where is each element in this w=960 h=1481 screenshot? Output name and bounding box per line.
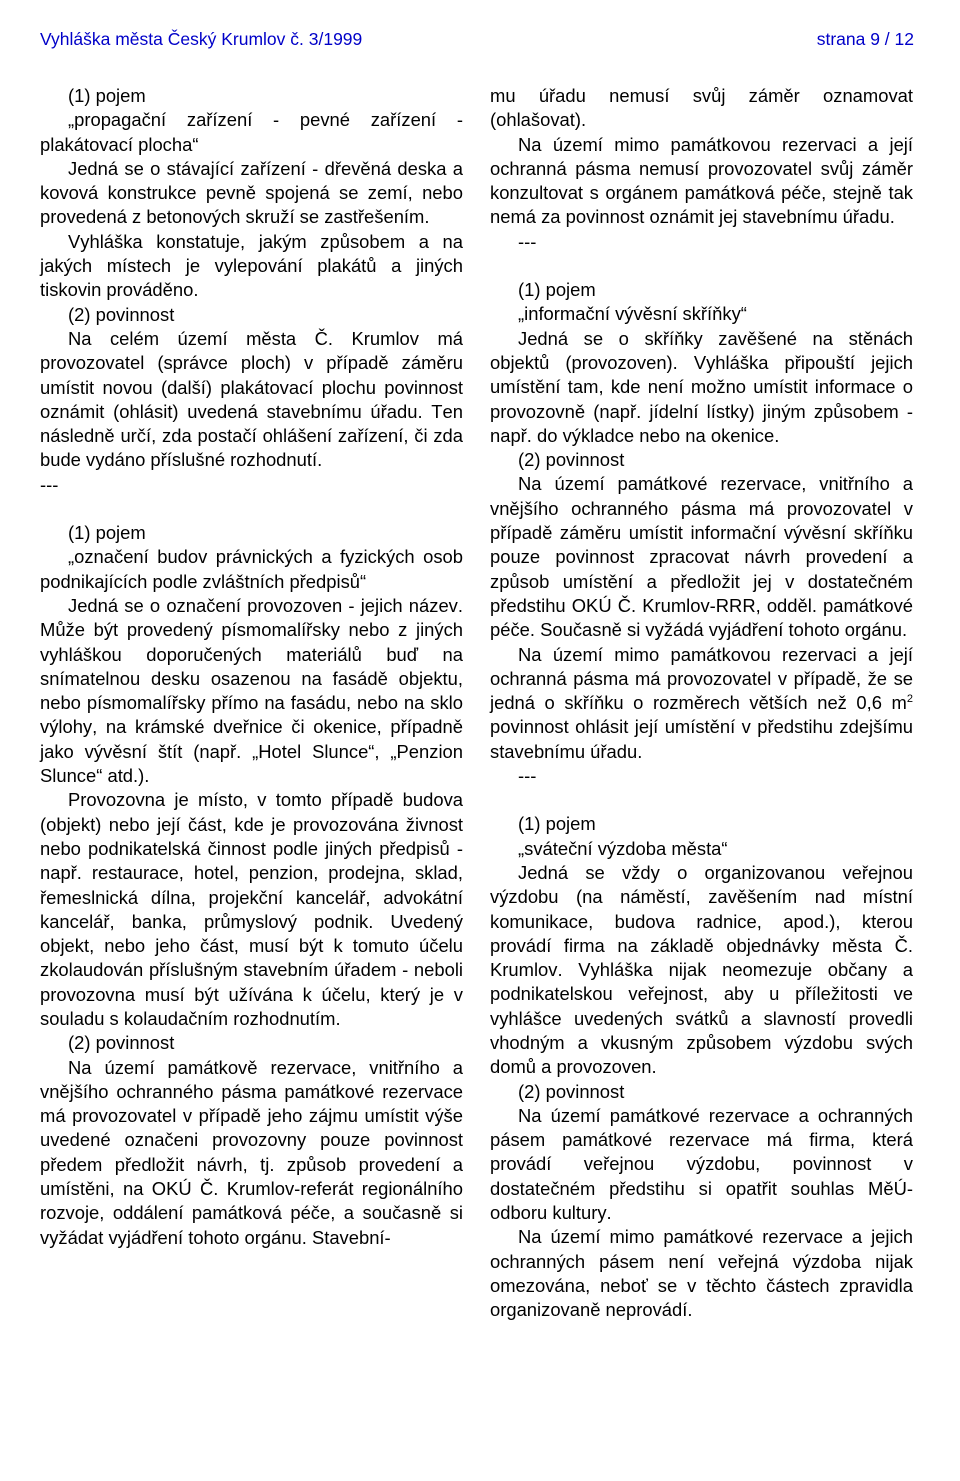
term-title: „sváteční výzdoba města“ — [518, 837, 728, 859]
paragraph: Na území mimo památkové rezervace a jejich ochranných pásem není veřejná výzdoba nijak omezována, neboť se v těchto částech zpravidla organizovaně neprovádí. — [490, 1226, 913, 1321]
paragraph: Na území památkové rezervace, vnitřního a vnějšího ochranného pásma má provozovatel v případě záměru umístit informační vývěsní skříňku pouze povinnost zpracovat návrh provedení a způsob umístění a předložit jej v dostatečném předstihu OKÚ Č. Krumlov-RRR, odděl. památkové péče. Současně si vyžádá vyjádření tohoto orgánu. — [490, 473, 913, 641]
paragraph: Na území památkově rezervace, vnitřního a vnějšího ochranného pásma památkové rezervace má provozovatel v případě jeho zájmu umístit výše uvedené označeni provozovny pouze povinnost předem předložit návrh, tj. způsob provedení a umístěni, na OKÚ Č. Krumlov-referát regionálního rozvoje, oddálení památková péče, a současně si vyžádat vyjádření tohoto orgánu. Stavební- — [40, 1056, 463, 1248]
page-number: strana 9 / 12 — [816, 29, 914, 49]
paragraph: Provozovna je místo, v tomto případě budova (objekt) nebo její část, kde je provozována živnost nebo podnikatelská činnost podle jiných předpisů - např. restaurace, hotel, penzion, prodejna, sklad, řemeslnická dílna, projekční kancelář, advokátní kancelář, banka, průmyslový podnik. Uvedený objekt, nebo jeho část, musí být k tomuto účelu zkolaudován příslušným stavebním úřadem - neboli provozovna musí být užívána k účelu, který je v souladu s kolaudačním rozhodnutím. — [40, 789, 463, 1029]
section-separator: --- — [518, 230, 537, 252]
term-heading: (1) pojem — [518, 279, 596, 301]
section-separator: --- — [40, 473, 59, 495]
paragraph: mu úřadu nemusí svůj záměr oznamovat (ohlašovat). — [490, 85, 913, 131]
document-title: Vyhláška města Český Krumlov č. 3/1999 — [40, 29, 363, 49]
paragraph: Na území mimo památkovou rezervaci a její ochranná pásma nemusí provozovatel svůj záměr konzultovat s orgánem památková péče, stejně tak nemá za povinnost oznámit jej stavebnímu úřadu. — [490, 133, 913, 228]
term-heading: (1) pojem — [518, 813, 596, 835]
term-heading: (1) pojem — [68, 85, 146, 106]
right-column — [490, 84, 913, 1323]
duty-heading: (2) povinnost — [518, 449, 625, 471]
paragraph: Jedná se o skříňky zavěšené na stěnách objektů (provozoven). Vyhláška připouští jejich umístění tam, kde není možno umístit informace o provozovně (např. jídelní lístky) jiným způsobem - např. do výkladce nebo na okenice. — [490, 327, 913, 446]
term-title: „označení budov právnických a fyzických osob podnikajících podle zvláštních předpisů“ — [40, 546, 463, 592]
paragraph-text: povinnost ohlásit její umístění v předstihu zdejšímu stavebnímu úřadu. — [490, 716, 913, 762]
paragraph: Vyhláška konstatuje, jakým způsobem a na jakých místech je vylepování plakátů a jiných tiskovin prováděno. — [40, 230, 463, 301]
paragraph: Jedná se o označení provozoven - jejich název. Může být provedený písmomalířsky nebo z jiných vyhláškou doporučených materiálů buď na snímatelnou desku osazenou na fasádě objektu, nebo písmomalířsky přímo na fasádu, nebo na sklo výlohy, na krámské dveřnice či okenice, případně jako vývěsní štít (např. „Hotel Slunce“, „Penzion Slunce“ atd.). — [40, 594, 463, 787]
paragraph: Jedná se o stávající zařízení - dřevěná deska a kovová konstrukce pevně spojená se zemí, nebo provedená z betonových skruží se zastřešením. — [40, 157, 463, 228]
term-title: „informační vývěsní skříňky“ — [518, 303, 747, 325]
duty-heading: (2) povinnost — [68, 303, 175, 325]
left-column — [40, 84, 463, 1250]
paragraph: Na celém území města Č. Krumlov má provozovatel (správce ploch) v případě záměru umístit novou (další) plakátovací plochu povinnost oznámit (ohlásit) uvedená stavebnímu úřadu. Ten následně určí, zda postačí ohlášení zařízení, či zda bude vydáno příslušné rozhodnutí. — [40, 327, 463, 471]
paragraph — [490, 643, 913, 764]
paragraph-text: Na území mimo památkovou rezervaci a její ochranná pásma má provozovatel v případě, že se jedná o skříňku o rozměrech větších než 0,6 m — [490, 643, 913, 714]
paragraph: Na území památkové rezervace a ochranných pásem památkové rezervace má firma, která provádí veřejnou výzdobu, povinnost v dostatečném předstihu si opatřit souhlas MěÚ-odboru kultury. — [490, 1104, 913, 1224]
superscript: 2 — [906, 693, 913, 706]
term-title: „propagační zařízení - pevné zařízení - plakátovací plocha“ — [40, 109, 463, 155]
term-heading: (1) pojem — [68, 522, 146, 544]
section-separator: --- — [518, 765, 537, 787]
duty-heading: (2) povinnost — [68, 1032, 175, 1054]
paragraph: Jedná se vždy o organizovanou veřejnou výzdobu (na náměstí, zavěšením nad místní komunikace, budova radnice, apod.), kterou provádí firma na základě objednávky města Č. Krumlov. Vyhláška nijak neomezuje občany a podnikatelskou veřejnost, aby u příležitosti ve vyhlášce uvedených svátků a slavností provedli vhodným a vkusným způsobem výzdobu svých domů a provozoven. — [490, 861, 913, 1078]
duty-heading: (2) povinnost — [518, 1080, 625, 1102]
